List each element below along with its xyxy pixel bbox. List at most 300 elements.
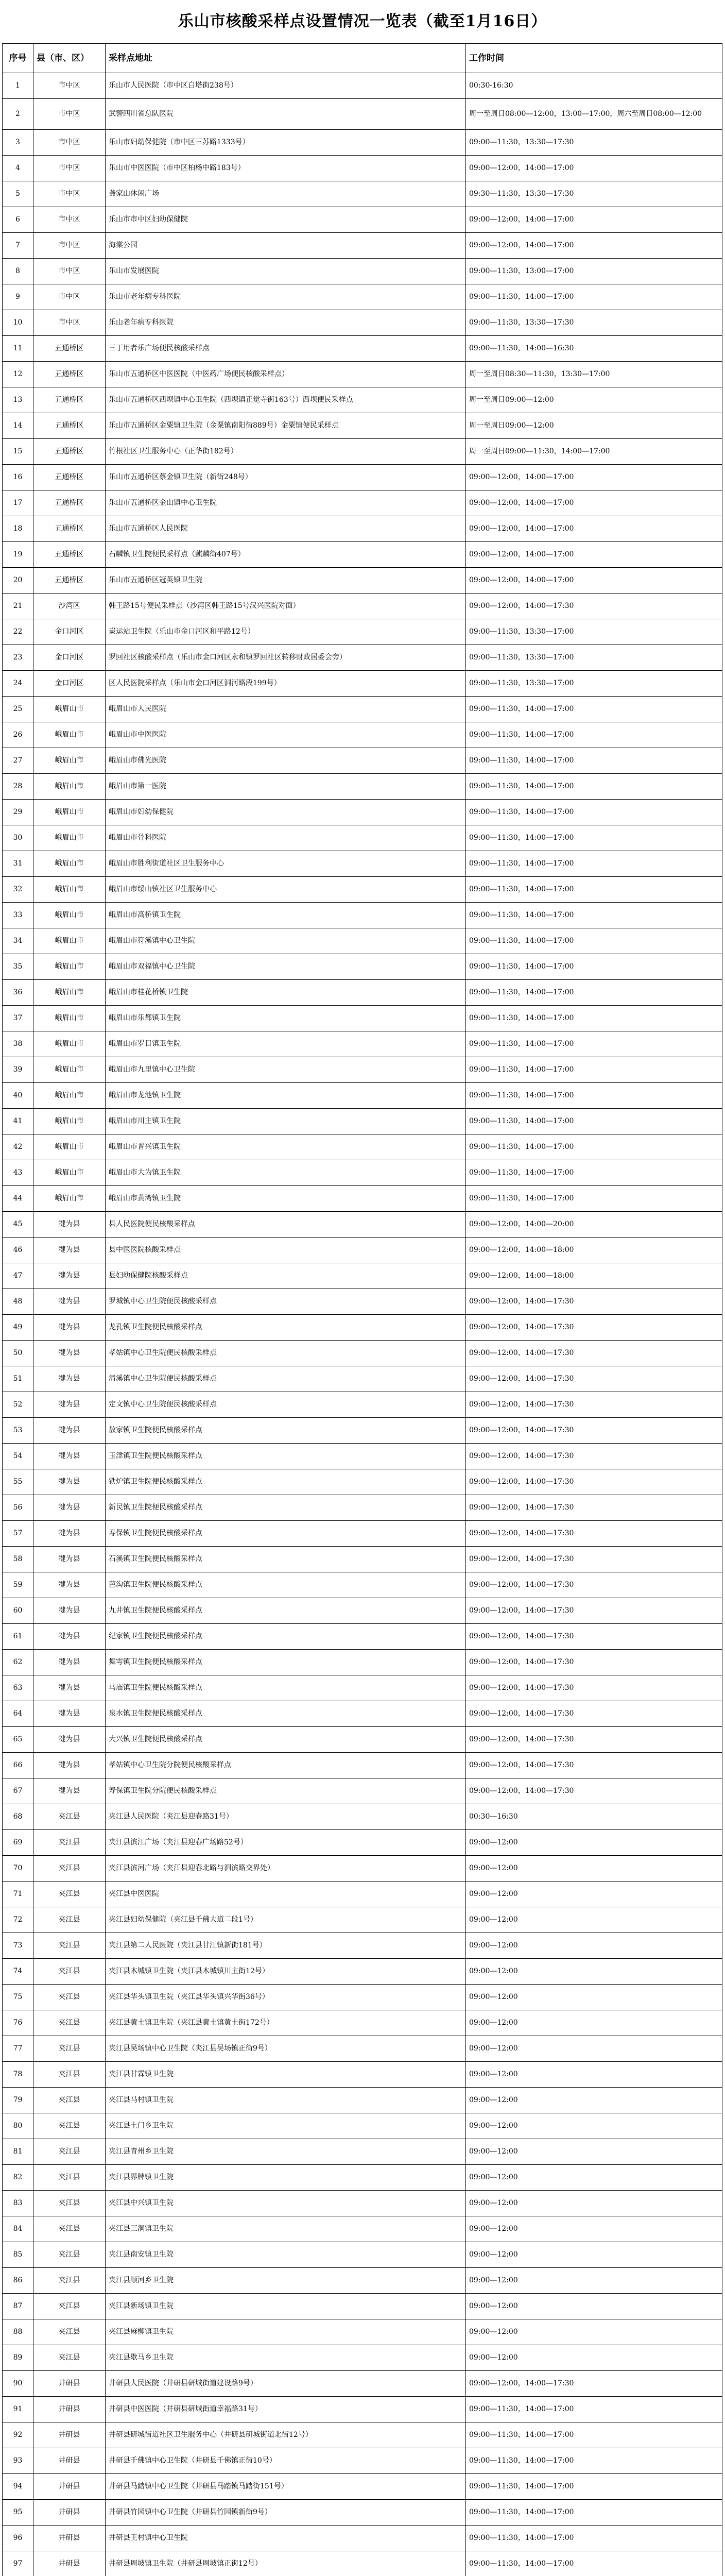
row-address: 乐山市发展医院: [106, 259, 466, 284]
row-hours: 09:00—12:00，14:00—17:30: [466, 1418, 722, 1444]
row-hours: 09:00—12:00，14:00—17:30: [466, 1547, 722, 1572]
row-index: 8: [3, 259, 33, 284]
table-row: [3, 233, 722, 259]
row-hours: 09:00—12:00: [466, 2268, 722, 2294]
table-row: [3, 877, 722, 903]
row-hours: 09:00—11:30，14:00—17:00: [466, 2397, 722, 2422]
row-address: 夹江县歇马乡卫生院: [106, 2345, 466, 2371]
row-county: 峨眉山市: [33, 774, 106, 800]
row-hours: 09:00—12:00，14:00—17:00: [466, 233, 722, 259]
row-county: 犍为县: [33, 1521, 106, 1547]
column-header-county: 县（市、区）: [33, 44, 106, 73]
row-hours: 09:00—12:00，14:00—17:30: [466, 1469, 722, 1495]
table-row: [3, 1572, 722, 1598]
row-address: 夹江县中兴镇卫生院: [106, 2191, 466, 2216]
row-hours: 09:00—11:30，14:00—17:00: [466, 1160, 722, 1186]
row-index: 1: [3, 73, 33, 99]
table-row: [3, 594, 722, 619]
row-index: 16: [3, 465, 33, 490]
row-index: 11: [3, 336, 33, 362]
row-index: 3: [3, 130, 33, 156]
row-index: 97: [3, 2551, 33, 2576]
row-address: 夹江县华头镇卫生院（夹江县华头镇兴华街36号）: [106, 1985, 466, 2010]
row-address: 峨眉山市龙池镇卫生院: [106, 1083, 466, 1109]
table-row: [3, 954, 722, 980]
row-index: 32: [3, 877, 33, 903]
row-hours: 09:00—12:00，14:00—17:30: [466, 1366, 722, 1392]
table-row: [3, 2113, 722, 2139]
row-hours: 09:00—12:00: [466, 2216, 722, 2242]
row-address: 井研县千佛镇中心卫生院（井研县千佛镇正街10号）: [106, 2448, 466, 2474]
row-county: 五通桥区: [33, 439, 106, 465]
table-row: [3, 903, 722, 928]
row-county: 金口河区: [33, 619, 106, 645]
table-row: [3, 2448, 722, 2474]
table-row: [3, 259, 722, 284]
row-hours: 09:00—12:00，14:00—17:30: [466, 1701, 722, 1727]
table-row: [3, 2268, 722, 2294]
row-county: 五通桥区: [33, 362, 106, 387]
row-hours: 09:00—12:00，14:00—17:30: [466, 1778, 722, 1804]
row-county: 峨眉山市: [33, 1134, 106, 1160]
row-index: 84: [3, 2216, 33, 2242]
row-hours: 09:00—12:00: [466, 2113, 722, 2139]
row-county: 五通桥区: [33, 516, 106, 542]
row-index: 70: [3, 1856, 33, 1882]
table-row: [3, 2294, 722, 2319]
row-county: 井研县: [33, 2474, 106, 2500]
row-hours: 09:00—12:00，14:00—17:00: [466, 207, 722, 233]
table-row: [3, 1469, 722, 1495]
row-county: 市中区: [33, 130, 106, 156]
row-hours: 09:00—12:00: [466, 1830, 722, 1856]
row-hours: 09:00—11:30，13:30—17:00: [466, 671, 722, 697]
table-row: [3, 2345, 722, 2371]
row-county: 夹江县: [33, 2319, 106, 2345]
row-hours: 09:00—11:30，14:00—17:00: [466, 2500, 722, 2526]
row-index: 71: [3, 1882, 33, 1907]
row-hours: 09:00—11:30，14:00—17:00: [466, 800, 722, 825]
row-index: 81: [3, 2139, 33, 2165]
table-row: [3, 2191, 722, 2216]
row-index: 41: [3, 1109, 33, 1134]
table-row: [3, 2500, 722, 2526]
row-county: 五通桥区: [33, 490, 106, 516]
row-index: 12: [3, 362, 33, 387]
row-address: 玉津镇卫生院便民核酸采样点: [106, 1444, 466, 1469]
row-index: 82: [3, 2165, 33, 2191]
row-county: 犍为县: [33, 1469, 106, 1495]
row-address: 夹江县滨河广场（夹江县迎春北路与泗滨路交界处）: [106, 1856, 466, 1882]
row-county: 五通桥区: [33, 465, 106, 490]
row-index: 22: [3, 619, 33, 645]
row-county: 峨眉山市: [33, 1031, 106, 1057]
row-county: 夹江县: [33, 2139, 106, 2165]
row-index: 37: [3, 1006, 33, 1031]
row-county: 市中区: [33, 156, 106, 181]
row-address: 峨眉山市普兴镇卫生院: [106, 1134, 466, 1160]
row-index: 60: [3, 1598, 33, 1624]
table-row: [3, 1006, 722, 1031]
row-index: 26: [3, 722, 33, 748]
row-hours: 周一至周日08:00—12:00，13:00—17:00，周六至周日08:00—12:00: [466, 99, 722, 130]
table-row: [3, 2526, 722, 2551]
row-index: 76: [3, 2010, 33, 2036]
row-index: 96: [3, 2526, 33, 2551]
table-row: [3, 387, 722, 413]
row-address: 夹江县麻柳镇卫生院: [106, 2319, 466, 2345]
table-row: [3, 2010, 722, 2036]
row-index: 78: [3, 2062, 33, 2088]
row-county: 峨眉山市: [33, 1109, 106, 1134]
table-row: [3, 2088, 722, 2113]
table-row: [3, 1753, 722, 1778]
row-hours: 09:00—12:00，14:00—17:30: [466, 1650, 722, 1675]
row-county: 市中区: [33, 259, 106, 284]
row-address: 峨眉山市绥山镇社区卫生服务中心: [106, 877, 466, 903]
row-county: 井研县: [33, 2526, 106, 2551]
table-row: [3, 156, 722, 181]
row-hours: 09:00—11:30，14:00—17:00: [466, 774, 722, 800]
table-row: [3, 645, 722, 671]
row-index: 9: [3, 284, 33, 310]
row-hours: 周一至周日08:30—11:30，13:30—17:00: [466, 362, 722, 387]
row-hours: 09:00—11:30，14:00—17:00: [466, 748, 722, 774]
row-address: 峨眉山市佛光医院: [106, 748, 466, 774]
row-county: 夹江县: [33, 2294, 106, 2319]
row-address: 三丁用者乐广场便民核酸采样点: [106, 336, 466, 362]
row-hours: 09:00—11:30，14:00—17:00: [466, 825, 722, 851]
row-index: 86: [3, 2268, 33, 2294]
row-index: 73: [3, 1933, 33, 1959]
row-address: 大兴镇卫生院便民核酸采样点: [106, 1727, 466, 1753]
row-county: 夹江县: [33, 2036, 106, 2062]
row-address: 乐山市五通桥区蔡金镇卫生院（新街248号）: [106, 465, 466, 490]
row-index: 93: [3, 2448, 33, 2474]
table-row: [3, 2319, 722, 2345]
row-county: 峨眉山市: [33, 928, 106, 954]
row-address: 峨眉山市胜利街道社区卫生服务中心: [106, 851, 466, 877]
row-county: 夹江县: [33, 2010, 106, 2036]
row-index: 95: [3, 2500, 33, 2526]
table-row: [3, 671, 722, 697]
table-row: [3, 1134, 722, 1160]
row-address: 清溪镇中心卫生院便民核酸采样点: [106, 1366, 466, 1392]
table-row: [3, 1366, 722, 1392]
row-index: 64: [3, 1701, 33, 1727]
row-address: 区人民医院采样点（乐山市金口河区洞河路段199号）: [106, 671, 466, 697]
table-row: [3, 1212, 722, 1238]
row-address: 乐山市市中区妇幼保健院: [106, 207, 466, 233]
row-county: 峨眉山市: [33, 954, 106, 980]
row-hours: 09:00—12:00，14:00—17:30: [466, 1572, 722, 1598]
table-row: [3, 1959, 722, 1985]
row-address: 夹江县甘霖镇卫生院: [106, 2062, 466, 2088]
row-address: 寿保镇卫生院便民核酸采样点: [106, 1521, 466, 1547]
row-hours: 09:00—12:00，14:00—17:00: [466, 465, 722, 490]
row-county: 五通桥区: [33, 387, 106, 413]
row-hours: 09:00—11:30，14:00—17:00: [466, 877, 722, 903]
table-row: [3, 774, 722, 800]
row-hours: 09:00—12:00，14:00—17:00: [466, 156, 722, 181]
row-county: 犍为县: [33, 1444, 106, 1469]
row-hours: 周一至周日09:00—11:30，14:00—17:00: [466, 439, 722, 465]
table-row: [3, 1933, 722, 1959]
row-hours: 09:00—12:00，14:00—17:30: [466, 1675, 722, 1701]
row-index: 46: [3, 1238, 33, 1263]
column-header-index: 序号: [3, 44, 33, 73]
row-hours: 09:00—12:00，14:00—17:00: [466, 490, 722, 516]
row-address: 寿保镇卫生院分院便民核酸采样点: [106, 1778, 466, 1804]
row-index: 90: [3, 2371, 33, 2397]
row-address: 乐山市中医医院（市中区柏杨中路183号）: [106, 156, 466, 181]
row-index: 19: [3, 542, 33, 568]
table-row: [3, 1057, 722, 1083]
row-hours: 09:00—11:30，14:00—17:00: [466, 2422, 722, 2448]
row-address: 石麟镇卫生院便民采样点（麒麟街407号）: [106, 542, 466, 568]
row-address: 夹江县黄土镇卫生院（夹江县黄土镇黄土街172号）: [106, 2010, 466, 2036]
row-address: 夹江县青州乡卫生院: [106, 2139, 466, 2165]
row-address: 乐山市老年病专科医院: [106, 284, 466, 310]
table-row: [3, 1289, 722, 1315]
row-county: 峨眉山市: [33, 1160, 106, 1186]
row-index: 43: [3, 1160, 33, 1186]
row-address: 芭沟镇卫生院便民核酸采样点: [106, 1572, 466, 1598]
row-county: 峨眉山市: [33, 1057, 106, 1083]
row-county: 井研县: [33, 2397, 106, 2422]
table-row: [3, 2062, 722, 2088]
row-address: 乐山老年病专科医院: [106, 310, 466, 336]
row-address: 峨眉山市乐都镇卫生院: [106, 1006, 466, 1031]
row-hours: 09:00—12:00，14:00—17:00: [466, 516, 722, 542]
row-county: 夹江县: [33, 1959, 106, 1985]
table-row: [3, 2397, 722, 2422]
table-row: [3, 851, 722, 877]
row-hours: 09:00—12:00，14:00—17:30: [466, 1444, 722, 1469]
row-hours: 09:00—12:00: [466, 2242, 722, 2268]
row-county: 金口河区: [33, 645, 106, 671]
row-index: 72: [3, 1907, 33, 1933]
row-county: 犍为县: [33, 1366, 106, 1392]
row-index: 56: [3, 1495, 33, 1521]
row-county: 五通桥区: [33, 542, 106, 568]
row-address: 峨眉山市高桥镇卫生院: [106, 903, 466, 928]
row-county: 井研县: [33, 2500, 106, 2526]
table-row: [3, 2036, 722, 2062]
row-county: 峨眉山市: [33, 800, 106, 825]
row-address: 峨眉山市中医医院: [106, 722, 466, 748]
row-address: 峨眉山市九里镇中心卫生院: [106, 1057, 466, 1083]
table-row: [3, 1882, 722, 1907]
row-address: 乐山市五通桥区金粟镇卫生院（金粟镇南阳街889号）金粟镇便民采样点: [106, 413, 466, 439]
table-row: [3, 722, 722, 748]
row-hours: 09:00—11:30，13:30—17:30: [466, 310, 722, 336]
row-county: 峨眉山市: [33, 980, 106, 1006]
row-index: 63: [3, 1675, 33, 1701]
row-hours: 09:00—11:30，13:30—17:00: [466, 645, 722, 671]
row-address: 罗城镇中心卫生院便民核酸采样点: [106, 1289, 466, 1315]
table-row: [3, 825, 722, 851]
row-address: 罗回社区核酸采样点（乐山市金口河区永和镇罗回社区转移财政居委会旁）: [106, 645, 466, 671]
row-county: 金口河区: [33, 671, 106, 697]
row-county: 犍为县: [33, 1418, 106, 1444]
row-address: 乐山市五通桥区人民医院: [106, 516, 466, 542]
table-row: [3, 181, 722, 207]
table-row: [3, 1341, 722, 1366]
table-row: [3, 542, 722, 568]
row-hours: 09:00—12:00: [466, 2165, 722, 2191]
row-county: 峨眉山市: [33, 851, 106, 877]
row-county: 夹江县: [33, 1985, 106, 2010]
row-county: 市中区: [33, 310, 106, 336]
row-address: 乐山市五通桥区金山镇中心卫生院: [106, 490, 466, 516]
row-county: 犍为县: [33, 1650, 106, 1675]
row-county: 夹江县: [33, 2242, 106, 2268]
table-row: [3, 2422, 722, 2448]
row-address: 县人民医院便民核酸采样点: [106, 1212, 466, 1238]
row-hours: 09:00—12:00，14:00—17:30: [466, 1727, 722, 1753]
row-address: 武警四川省总队医院: [106, 99, 466, 130]
row-address: 夹江县界牌镇卫生院: [106, 2165, 466, 2191]
row-hours: 09:00—11:30，14:00—16:30: [466, 336, 722, 362]
row-county: 峨眉山市: [33, 825, 106, 851]
row-index: 44: [3, 1186, 33, 1212]
row-county: 犍为县: [33, 1701, 106, 1727]
row-county: 市中区: [33, 207, 106, 233]
row-address: 泉水镇卫生院便民核酸采样点: [106, 1701, 466, 1727]
table-row: [3, 800, 722, 825]
row-address: 夹江县妇幼保健院（夹江县千佛大道二段1号）: [106, 1907, 466, 1933]
row-index: 66: [3, 1753, 33, 1778]
table-header-row: [3, 44, 722, 73]
row-index: 14: [3, 413, 33, 439]
row-index: 54: [3, 1444, 33, 1469]
table-row: [3, 336, 722, 362]
row-index: 4: [3, 156, 33, 181]
row-county: 犍为县: [33, 1495, 106, 1521]
table-row: [3, 1650, 722, 1675]
row-address: 县妇幼保健院核酸采样点: [106, 1263, 466, 1289]
row-hours: 09:00—12:00，14:00—17:30: [466, 1521, 722, 1547]
row-index: 87: [3, 2294, 33, 2319]
row-county: 峨眉山市: [33, 877, 106, 903]
row-county: 五通桥区: [33, 568, 106, 594]
table-row: [3, 1547, 722, 1572]
table-row: [3, 1985, 722, 2010]
row-index: 38: [3, 1031, 33, 1057]
column-header-hours: 工作时间: [466, 44, 722, 73]
table-row: [3, 2139, 722, 2165]
row-index: 21: [3, 594, 33, 619]
row-index: 89: [3, 2345, 33, 2371]
table-row: [3, 1727, 722, 1753]
row-county: 夹江县: [33, 2268, 106, 2294]
row-address: 井研县周坡镇卫生院（井研县周坡镇正街12号）: [106, 2551, 466, 2576]
sampling-sites-table: [2, 43, 722, 2576]
table-row: [3, 362, 722, 387]
row-hours: 09:00—11:30，13:30—17:00: [466, 619, 722, 645]
row-county: 夹江县: [33, 2062, 106, 2088]
row-county: 井研县: [33, 2551, 106, 2576]
table-row: [3, 490, 722, 516]
row-index: 75: [3, 1985, 33, 2010]
row-address: 龚家山休闲广场: [106, 181, 466, 207]
row-hours: 09:00—12:00: [466, 2319, 722, 2345]
row-hours: 09:00—12:00: [466, 2191, 722, 2216]
table-row: [3, 1263, 722, 1289]
row-address: 夹江县第二人民医院（夹江县甘江镇新街181号）: [106, 1933, 466, 1959]
row-address: 乐山市五通桥区中医医院（中医药广场便民核酸采样点）: [106, 362, 466, 387]
table-row: [3, 568, 722, 594]
row-county: 犍为县: [33, 1547, 106, 1572]
row-hours: 09:00—12:00: [466, 1907, 722, 1933]
row-hours: 09:00—11:30，14:00—17:00: [466, 1134, 722, 1160]
row-index: 30: [3, 825, 33, 851]
row-hours: 09:00—12:00，14:00—17:30: [466, 1341, 722, 1366]
row-address: 海棠公园: [106, 233, 466, 259]
row-address: 峨眉山市双福镇中心卫生院: [106, 954, 466, 980]
row-county: 沙湾区: [33, 594, 106, 619]
table-row: [3, 1804, 722, 1830]
row-hours: 09:00—11:30，14:00—17:00: [466, 1031, 722, 1057]
table-row: [3, 1392, 722, 1418]
row-address: 舞雩镇卫生院便民核酸采样点: [106, 1650, 466, 1675]
table-row: [3, 2474, 722, 2500]
row-index: 27: [3, 748, 33, 774]
row-address: 孝姑镇中心卫生院便民核酸采样点: [106, 1341, 466, 1366]
table-row: [3, 439, 722, 465]
row-county: 峨眉山市: [33, 1006, 106, 1031]
row-county: 市中区: [33, 99, 106, 130]
table-row: [3, 2551, 722, 2576]
row-county: 峨眉山市: [33, 722, 106, 748]
table-row: [3, 413, 722, 439]
row-hours: 09:00—11:30，13:30—17:30: [466, 130, 722, 156]
row-hours: 09:00—12:00，14:00—17:30: [466, 1392, 722, 1418]
table-row: [3, 1521, 722, 1547]
row-index: 31: [3, 851, 33, 877]
row-address: 石溪镇卫生院便民核酸采样点: [106, 1547, 466, 1572]
row-hours: 09:00—11:30，14:00—17:00: [466, 1109, 722, 1134]
row-address: 炭运站卫生院（乐山市金口河区和平路12号）: [106, 619, 466, 645]
row-address: 九井镇卫生院便民核酸采样点: [106, 1598, 466, 1624]
row-hours: 09:00—12:00: [466, 1959, 722, 1985]
row-index: 20: [3, 568, 33, 594]
table-row: [3, 1907, 722, 1933]
row-index: 92: [3, 2422, 33, 2448]
row-hours: 09:00—11:30，14:00—17:00: [466, 722, 722, 748]
row-county: 夹江县: [33, 2216, 106, 2242]
row-address: 乐山市人民医院（市中区白塔街238号）: [106, 73, 466, 99]
table-row: [3, 980, 722, 1006]
table-row: [3, 465, 722, 490]
table-row: [3, 1418, 722, 1444]
row-index: 83: [3, 2191, 33, 2216]
table-row: [3, 516, 722, 542]
row-county: 井研县: [33, 2448, 106, 2474]
row-county: 犍为县: [33, 1572, 106, 1598]
row-address: 峨眉山市大为镇卫生院: [106, 1160, 466, 1186]
row-index: 67: [3, 1778, 33, 1804]
table-row: [3, 748, 722, 774]
row-index: 13: [3, 387, 33, 413]
table-row: [3, 1083, 722, 1109]
row-index: 49: [3, 1315, 33, 1341]
row-index: 23: [3, 645, 33, 671]
row-index: 51: [3, 1366, 33, 1392]
row-address: 新民镇卫生院便民核酸采样点: [106, 1495, 466, 1521]
row-address: 夹江县土门乡卫生院: [106, 2113, 466, 2139]
